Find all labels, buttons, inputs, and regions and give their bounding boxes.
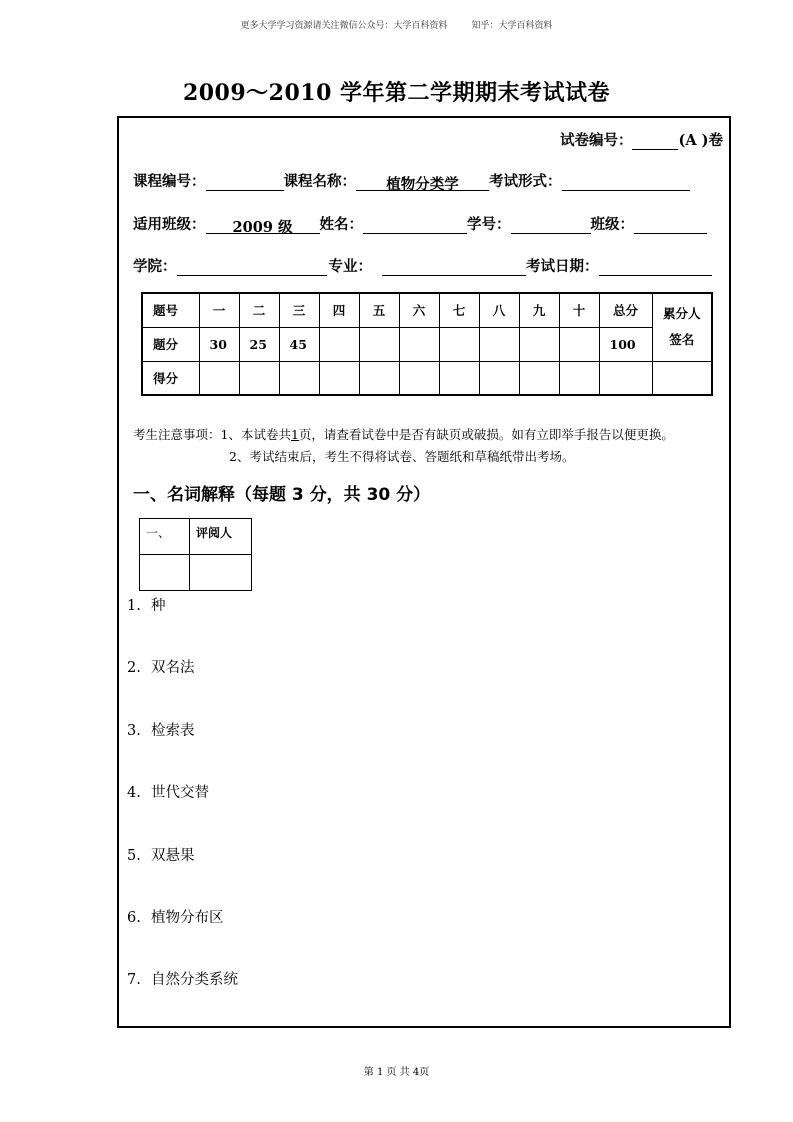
signer-line-2: 签名: [669, 332, 695, 348]
major-field[interactable]: [382, 258, 526, 276]
earned-signer[interactable]: [652, 361, 712, 395]
points-8: [479, 327, 519, 361]
score-row-numbers: [142, 293, 712, 327]
col-header-6: 六: [399, 293, 439, 327]
question-1-number: 1.: [127, 598, 141, 614]
question-1: [127, 594, 166, 615]
paper-number-suffix: (A )卷: [678, 132, 723, 149]
col-header-10: 十: [559, 293, 599, 327]
exam-frame: [117, 116, 731, 1028]
question-5: [127, 844, 195, 865]
points-7: [439, 327, 479, 361]
note-line-1: [133, 425, 674, 443]
score-table: [141, 292, 713, 396]
college-label: 学院：: [133, 258, 177, 275]
question-5-number: 5.: [127, 848, 141, 864]
points-2: 25: [239, 327, 279, 361]
note-prefix: 考生注意事项：1、本试卷共: [133, 427, 291, 442]
class-field[interactable]: 2009 级: [206, 216, 320, 234]
question-4-text: 世代交替: [151, 785, 209, 801]
question-3-number: 3.: [127, 723, 141, 739]
score-row-points: [142, 327, 712, 361]
col-header-3: 三: [279, 293, 319, 327]
question-2: [127, 656, 195, 677]
reviewer-box-section: 一、: [140, 519, 190, 555]
earned-7[interactable]: [439, 361, 479, 395]
course-no-label: 课程编号：: [133, 173, 206, 190]
question-7-text: 自然分类系统: [151, 972, 238, 988]
question-6: [127, 906, 224, 927]
college-line: [133, 255, 712, 276]
reviewer-box-score[interactable]: [140, 555, 190, 591]
col-header-total: 总分: [599, 293, 652, 327]
points-1: 30: [199, 327, 239, 361]
points-10: [559, 327, 599, 361]
course-name-label: 课程名称：: [283, 173, 356, 190]
col-header-1: 一: [199, 293, 239, 327]
question-6-number: 6.: [127, 910, 141, 926]
exam-title: 2009～2010 学年第二学期期末考试试卷: [182, 80, 611, 106]
points-3: 45: [279, 327, 319, 361]
question-1-text: 种: [151, 598, 166, 614]
student-no-label: 学号：: [467, 216, 511, 233]
date-field[interactable]: [599, 258, 712, 276]
date-label: 考试日期：: [526, 258, 599, 275]
earned-8[interactable]: [479, 361, 519, 395]
col-header-9: 九: [519, 293, 559, 327]
major-label: 专业：: [328, 258, 372, 275]
reviewer-box-signature[interactable]: [190, 555, 252, 591]
points-6: [399, 327, 439, 361]
earned-5[interactable]: [359, 361, 399, 395]
row-label-points: 题分: [142, 327, 199, 361]
class-line: [133, 213, 707, 234]
course-name-field[interactable]: 植物分类学: [356, 173, 489, 191]
name-label: 姓名：: [319, 216, 363, 233]
earned-6[interactable]: [399, 361, 439, 395]
paper-number-line: [560, 129, 723, 150]
col-header-4: 四: [319, 293, 359, 327]
points-5: [359, 327, 399, 361]
earned-9[interactable]: [519, 361, 559, 395]
points-4: [319, 327, 359, 361]
course-line: [133, 170, 690, 191]
note-rest: 页，请查看试卷中是否有缺页或破损。如有立即举手报告以便更换。: [298, 427, 674, 442]
question-7: [127, 968, 238, 989]
earned-3[interactable]: [279, 361, 319, 395]
earned-4[interactable]: [319, 361, 359, 395]
col-header-8: 八: [479, 293, 519, 327]
banji-label: 班级：: [590, 216, 634, 233]
earned-10[interactable]: [559, 361, 599, 395]
header-zhihu: 知乎：大学百科资料: [471, 21, 553, 31]
exam-form-label: 考试形式：: [489, 173, 562, 190]
exam-form-field[interactable]: [562, 173, 690, 191]
col-header-5: 五: [359, 293, 399, 327]
course-no-field[interactable]: [206, 173, 284, 191]
signer-line-1: 累分人: [662, 306, 701, 322]
page-header: [0, 18, 793, 31]
question-3: [127, 719, 195, 740]
question-5-text: 双悬果: [151, 848, 195, 864]
student-no-field[interactable]: [511, 216, 591, 234]
paper-number-field[interactable]: [632, 132, 678, 150]
header-wechat: 更多大学学习资源请关注微信公众号：大学百科资料: [240, 21, 448, 31]
class-label: 适用班级：: [133, 216, 206, 233]
name-field[interactable]: [363, 216, 467, 234]
paper-number-label: 试卷编号：: [559, 132, 633, 149]
question-2-number: 2.: [127, 660, 141, 676]
question-2-text: 双名法: [151, 660, 195, 676]
question-4-number: 4.: [127, 785, 141, 801]
earned-2[interactable]: [239, 361, 279, 395]
points-9: [519, 327, 559, 361]
score-row-earned: [142, 361, 712, 395]
note-pages: 1: [290, 427, 299, 442]
reviewer-box: [139, 518, 252, 591]
note-line-2: 2、考试结束后，考生不得将试卷、答题纸和草稿纸带出考场。: [229, 449, 575, 464]
col-header-2: 二: [239, 293, 279, 327]
page-footer: 第 1 页 共 4页: [363, 1067, 430, 1078]
signer-cell: [652, 293, 712, 361]
section1-heading: 一、名词解释（每题 3 分，共 30 分）: [133, 485, 431, 505]
row-label-number: 题号: [142, 293, 199, 327]
question-4: [127, 781, 209, 802]
reviewer-box-label: 评阅人: [190, 519, 252, 555]
question-6-text: 植物分布区: [151, 910, 224, 926]
question-7-number: 7.: [127, 972, 141, 988]
question-3-text: 检索表: [151, 723, 195, 739]
banji-field[interactable]: [634, 216, 707, 234]
row-label-earned: 得分: [142, 361, 199, 395]
earned-1[interactable]: [199, 361, 239, 395]
college-field[interactable]: [177, 258, 327, 276]
earned-total[interactable]: [599, 361, 652, 395]
col-header-7: 七: [439, 293, 479, 327]
points-total: 100: [599, 327, 652, 361]
